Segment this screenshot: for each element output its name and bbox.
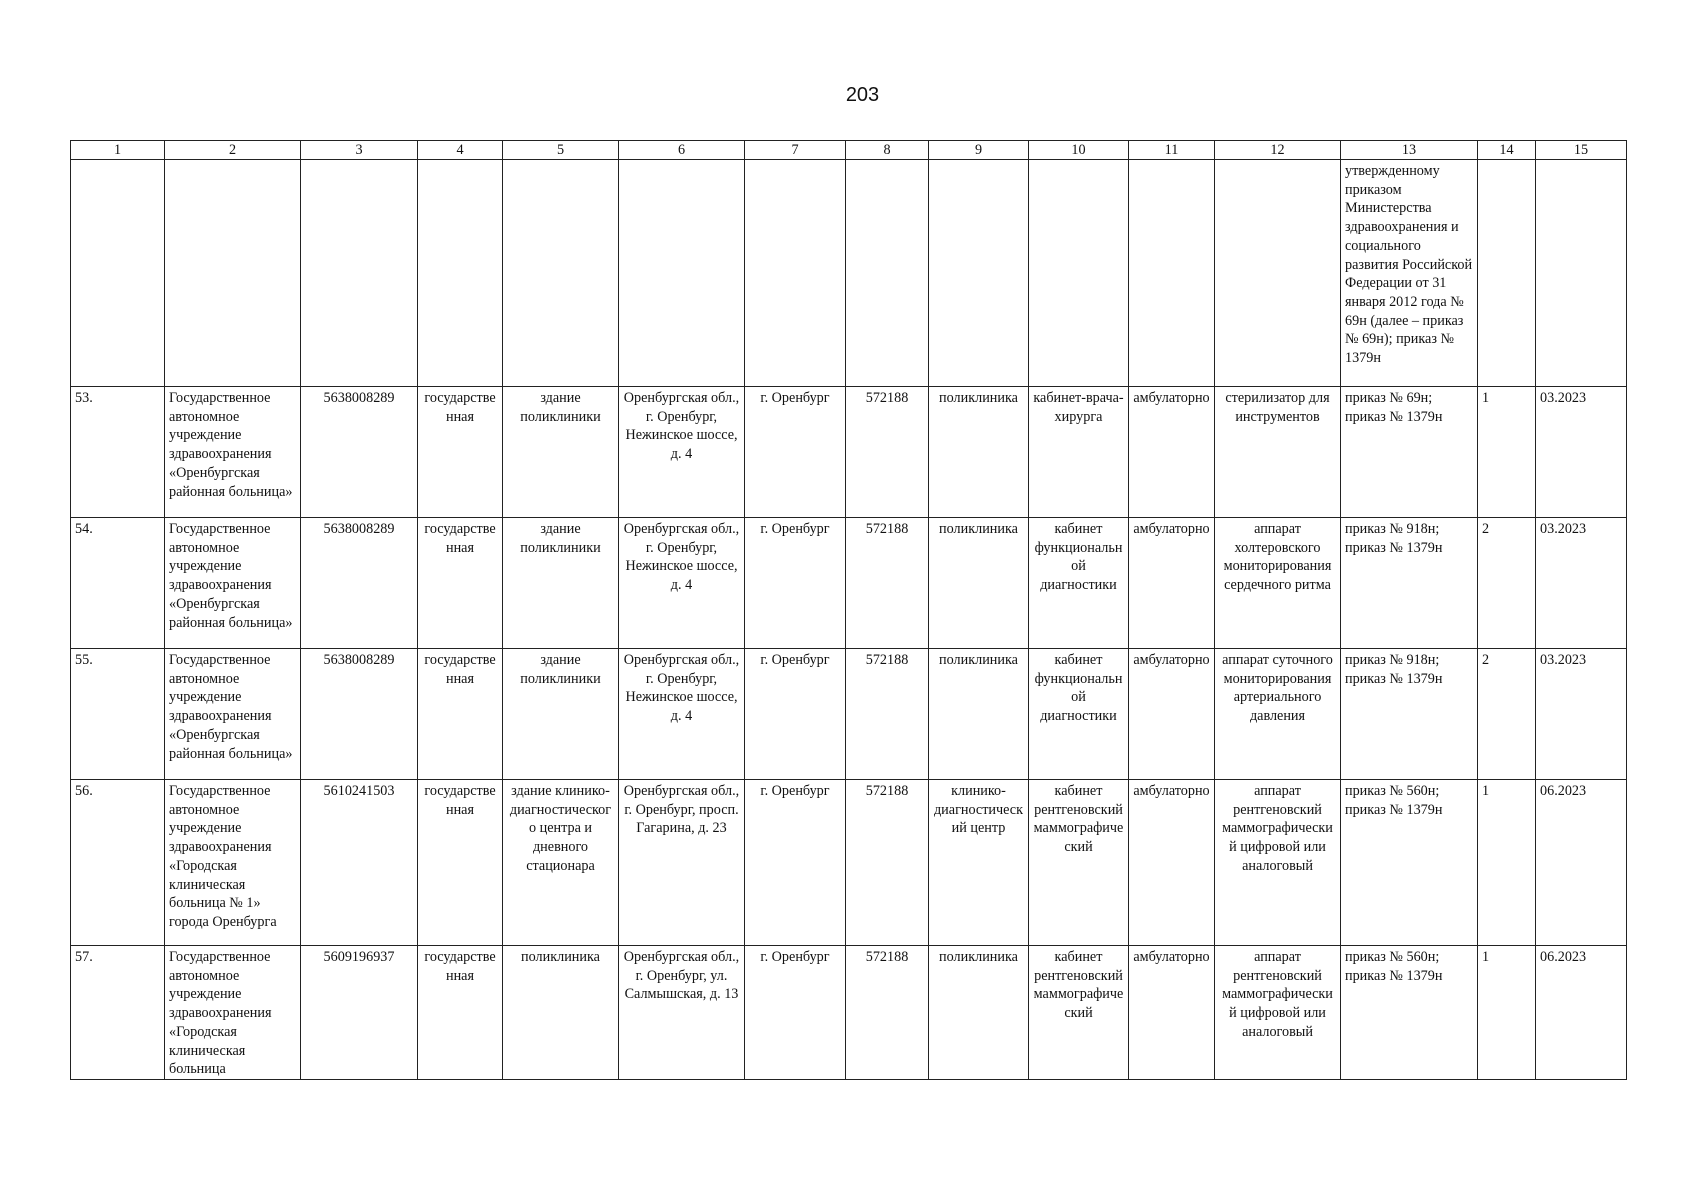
quantity-cell: 2 — [1478, 649, 1536, 780]
empty-cell — [503, 160, 619, 387]
inn-cell: 5638008289 — [301, 518, 418, 649]
order-cell: приказ № 918н; приказ № 1379н — [1341, 518, 1478, 649]
col-number: 14 — [1478, 141, 1536, 160]
continuation-row — [71, 160, 1627, 387]
row-number: 57. — [71, 946, 165, 1080]
care-type-cell: амбулаторно — [1129, 518, 1215, 649]
col-number: 2 — [165, 141, 301, 160]
room-cell: кабинет рентгеновский маммографический — [1029, 780, 1129, 946]
room-cell: кабинет функциональной диагностики — [1029, 518, 1129, 649]
room-cell: кабинет функциональной диагностики — [1029, 649, 1129, 780]
table-row — [71, 946, 1627, 1080]
inn-cell: 5638008289 — [301, 649, 418, 780]
equipment-cell: аппарат холтеровского мониторирования сердечного ритма — [1215, 518, 1341, 649]
quantity-cell: 1 — [1478, 946, 1536, 1080]
equipment-register-table — [70, 140, 1627, 1080]
order-cell: приказ № 560н; приказ № 1379н — [1341, 780, 1478, 946]
organization-name: Государственное автономное учреждение здравоохранения «Городская клиническая больница — [165, 946, 301, 1080]
empty-cell — [1478, 160, 1536, 387]
ownership-cell: государственная — [418, 518, 503, 649]
order-cell: приказ № 560н; приказ № 1379н — [1341, 946, 1478, 1080]
col-number: 4 — [418, 141, 503, 160]
empty-cell — [71, 160, 165, 387]
empty-cell — [1029, 160, 1129, 387]
address-cell: Оренбургская обл., г. Оренбург, ул. Салмышская, д. 13 — [619, 946, 745, 1080]
unit-cell: клинико-диагностический центр — [929, 780, 1029, 946]
organization-name: Государственное автономное учреждение здравоохранения «Оренбургская районная больница» — [165, 518, 301, 649]
col-number: 12 — [1215, 141, 1341, 160]
order-continuation-cell: утвержденному приказом Министерства здравоохранения и социального развития Российской Федерации от 31 января 2012 года № 69н (далее – приказ № 69н); приказ № 1379н — [1341, 160, 1478, 387]
inn-cell: 5609196937 — [301, 946, 418, 1080]
city-cell: г. Оренбург — [745, 518, 846, 649]
table-row — [71, 518, 1627, 649]
quantity-cell: 1 — [1478, 780, 1536, 946]
ownership-cell: государственная — [418, 387, 503, 518]
care-type-cell: амбулаторно — [1129, 780, 1215, 946]
address-cell: Оренбургская обл., г. Оренбург, просп. Гагарина, д. 23 — [619, 780, 745, 946]
empty-cell — [745, 160, 846, 387]
address-cell: Оренбургская обл., г. Оренбург, Нежинское шоссе, д. 4 — [619, 387, 745, 518]
empty-cell — [846, 160, 929, 387]
empty-cell — [301, 160, 418, 387]
equipment-cell: аппарат рентгеновский маммографический цифровой или аналоговый — [1215, 946, 1341, 1080]
organization-name: Государственное автономное учреждение здравоохранения «Оренбургская районная больница» — [165, 387, 301, 518]
col-number: 15 — [1536, 141, 1627, 160]
ownership-cell: государственная — [418, 946, 503, 1080]
unit-cell: поликлиника — [929, 387, 1029, 518]
empty-cell — [1215, 160, 1341, 387]
inn-cell: 5638008289 — [301, 387, 418, 518]
building-cell: здание поликлиники — [503, 518, 619, 649]
ownership-cell: государственная — [418, 649, 503, 780]
organization-name: Государственное автономное учреждение здравоохранения «Оренбургская районная больница» — [165, 649, 301, 780]
unit-cell: поликлиника — [929, 946, 1029, 1080]
date-cell: 06.2023 — [1536, 780, 1627, 946]
col-number: 6 — [619, 141, 745, 160]
col-number: 10 — [1029, 141, 1129, 160]
unit-cell: поликлиника — [929, 518, 1029, 649]
oktmo-cell: 572188 — [846, 649, 929, 780]
room-cell: кабинет-врача-хирурга — [1029, 387, 1129, 518]
quantity-cell: 1 — [1478, 387, 1536, 518]
col-number: 13 — [1341, 141, 1478, 160]
oktmo-cell: 572188 — [846, 946, 929, 1080]
building-cell: здание поликлиники — [503, 387, 619, 518]
col-number: 5 — [503, 141, 619, 160]
table-row — [71, 649, 1627, 780]
oktmo-cell: 572188 — [846, 780, 929, 946]
date-cell: 03.2023 — [1536, 387, 1627, 518]
date-cell: 03.2023 — [1536, 518, 1627, 649]
page-number: 203 — [845, 84, 880, 106]
order-cell: приказ № 918н; приказ № 1379н — [1341, 649, 1478, 780]
city-cell: г. Оренбург — [745, 780, 846, 946]
city-cell: г. Оренбург — [745, 649, 846, 780]
row-number: 56. — [71, 780, 165, 946]
building-cell: поликлиника — [503, 946, 619, 1080]
care-type-cell: амбулаторно — [1129, 649, 1215, 780]
organization-name: Государственное автономное учреждение здравоохранения «Городская клиническая больница № 1» города Оренбурга — [165, 780, 301, 946]
col-number: 1 — [71, 141, 165, 160]
empty-cell — [929, 160, 1029, 387]
col-number: 8 — [846, 141, 929, 160]
table-row — [71, 387, 1627, 518]
city-cell: г. Оренбург — [745, 946, 846, 1080]
row-number: 53. — [71, 387, 165, 518]
col-number: 11 — [1129, 141, 1215, 160]
date-cell: 06.2023 — [1536, 946, 1627, 1080]
building-cell: здание клинико-диагностического центра и дневного стационара — [503, 780, 619, 946]
empty-cell — [165, 160, 301, 387]
row-number: 54. — [71, 518, 165, 649]
empty-cell — [619, 160, 745, 387]
empty-cell — [418, 160, 503, 387]
unit-cell: поликлиника — [929, 649, 1029, 780]
building-cell: здание поликлиники — [503, 649, 619, 780]
ownership-cell: государственная — [418, 780, 503, 946]
room-cell: кабинет рентгеновский маммографический — [1029, 946, 1129, 1080]
equipment-cell: аппарат рентгеновский маммографический цифровой или аналоговый — [1215, 780, 1341, 946]
equipment-cell: аппарат суточного мониторирования артериального давления — [1215, 649, 1341, 780]
table-row — [71, 780, 1627, 946]
care-type-cell: амбулаторно — [1129, 946, 1215, 1080]
address-cell: Оренбургская обл., г. Оренбург, Нежинское шоссе, д. 4 — [619, 518, 745, 649]
empty-cell — [1129, 160, 1215, 387]
col-number: 9 — [929, 141, 1029, 160]
city-cell: г. Оренбург — [745, 387, 846, 518]
col-number: 7 — [745, 141, 846, 160]
quantity-cell: 2 — [1478, 518, 1536, 649]
address-cell: Оренбургская обл., г. Оренбург, Нежинское шоссе, д. 4 — [619, 649, 745, 780]
row-number: 55. — [71, 649, 165, 780]
inn-cell: 5610241503 — [301, 780, 418, 946]
care-type-cell: амбулаторно — [1129, 387, 1215, 518]
order-cell: приказ № 69н; приказ № 1379н — [1341, 387, 1478, 518]
column-number-row — [71, 141, 1627, 160]
oktmo-cell: 572188 — [846, 518, 929, 649]
date-cell: 03.2023 — [1536, 649, 1627, 780]
col-number: 3 — [301, 141, 418, 160]
oktmo-cell: 572188 — [846, 387, 929, 518]
empty-cell — [1536, 160, 1627, 387]
equipment-cell: стерилизатор для инструментов — [1215, 387, 1341, 518]
